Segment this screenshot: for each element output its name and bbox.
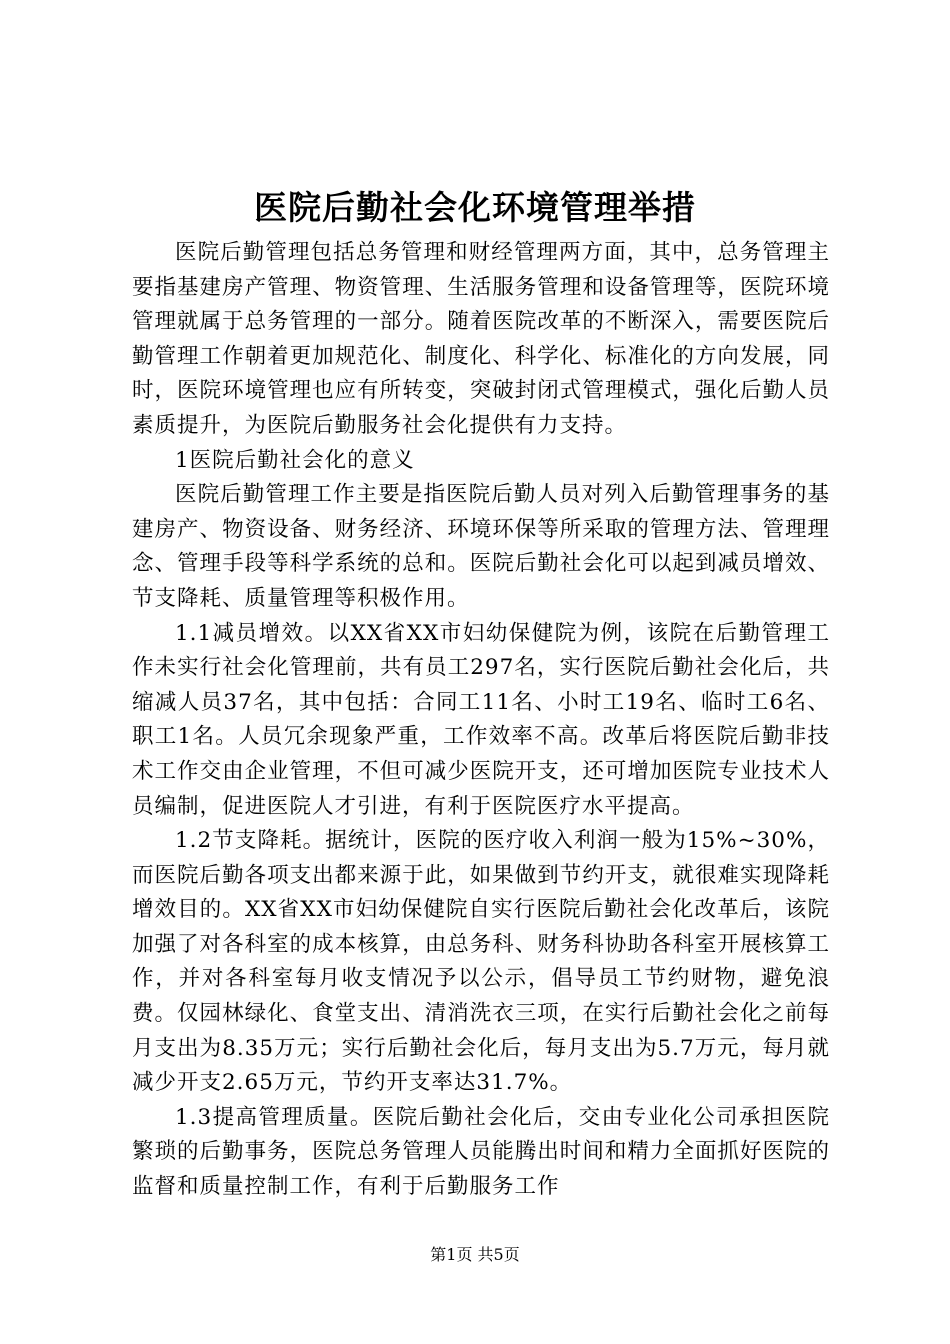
page-footer: 第1页 共5页: [430, 1245, 520, 1264]
subsection-paragraph-1-1: 1.1减员增效。以XX省XX市妇幼保健院为例，该院在后勤管理工作未实行社会化管理前，共有员工297名，实行医院后勤社会化后，共缩减人员37名，其中包括：合同工11名、小时工19名、临时工6名、职工1名。人员冗余现象严重，工作效率不高。改革后将医院后勤非技术工作交由企业管理，不但可减少医院开支，还可增加医院专业技术人员编制，促进医院人才引进，有利于医院医疗水平提高。: [132, 620, 830, 819]
section-intro-paragraph: 医院后勤管理工作主要是指医院后勤人员对列入后勤管理事务的基建房产、物资设备、财务经济、环境环保等所采取的管理方法、管理理念、管理手段等科学系统的总和。医院后勤社会化可以起到减员增效、节支降耗、质量管理等积极作用。: [132, 482, 830, 611]
document-title: 医院后勤社会化环境管理举措: [254, 188, 696, 227]
subsection-paragraph-1-3: 1.3提高管理质量。医院后勤社会化后，交由专业化公司承担医院繁琐的后勤事务，医院总务管理人员能腾出时间和精力全面抓好医院的监督和质量控制工作，有利于后勤服务工作: [132, 1104, 830, 1200]
subsection-paragraph-1-2: 1.2节支降耗。据统计，医院的医疗收入利润一般为15%~30%，而医院后勤各项支出都来源于此，如果做到节约开支，就很难实现降耗增效目的。XX省XX市妇幼保健院自实行医院后勤社会化改革后，该院加强了对各科室的成本核算，由总务科、财务科协助各科室开展核算工作，并对各科室每月收支情况予以公示，倡导员工节约财物，避免浪费。仅园林绿化、食堂支出、清消洗衣三项，在实行后勤社会化之前每月支出为8.35万元；实行后勤社会化后，每月支出为5.7万元，每月就减少开支2.65万元，节约开支率达31.7%。: [132, 828, 830, 1096]
document-body: [132, 236, 830, 1205]
intro-paragraph: 医院后勤管理包括总务管理和财经管理两方面，其中，总务管理主要指基建房产管理、物资管理、生活服务管理和设备管理等，医院环境管理就属于总务管理的一部分。随着医院改革的不断深入，需要医院后勤管理工作朝着更加规范化、制度化、科学化、标准化的方向发展，同时，医院环境管理也应有所转变，突破封闭式管理模式，强化后勤人员素质提升，为医院后勤服务社会化提供有力支持。: [132, 240, 830, 438]
section-heading: 1医院后勤社会化的意义: [175, 447, 415, 473]
